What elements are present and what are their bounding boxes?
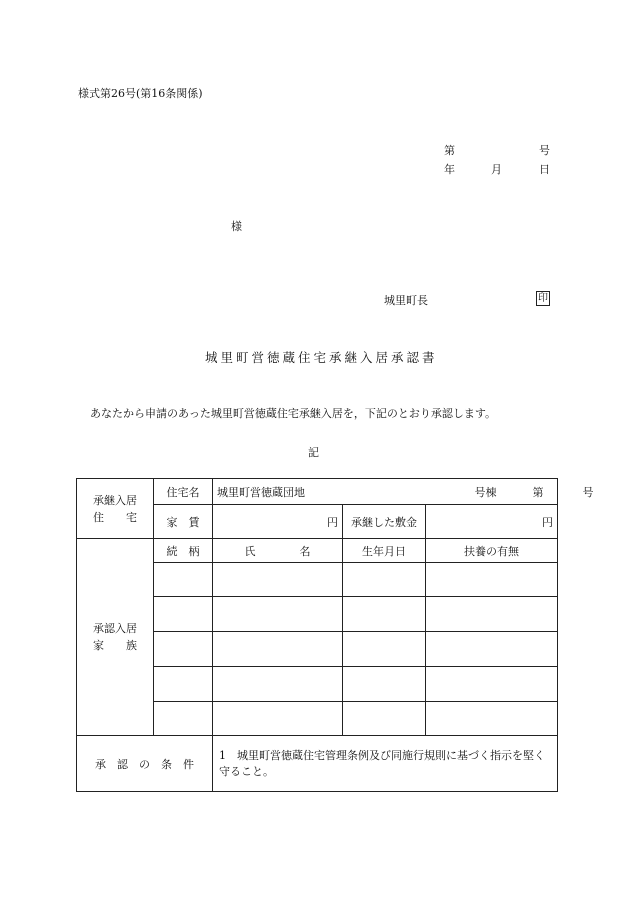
- birthdate-cell[interactable]: [343, 597, 426, 632]
- issuer-name: 城里町長: [384, 294, 428, 307]
- relation-cell[interactable]: [154, 667, 213, 702]
- deposit-field[interactable]: [426, 505, 558, 539]
- deposit-yen: 円: [542, 515, 554, 529]
- document-body: あなたから申請のあった城里町営徳蔵住宅承継入居を，下記のとおり承認します。: [90, 407, 497, 420]
- relation-cell[interactable]: [154, 632, 213, 667]
- housing-name-label: 住宅名: [154, 479, 213, 505]
- approval-table: [76, 478, 594, 792]
- table-row: [77, 736, 558, 792]
- name-cell[interactable]: [213, 702, 343, 736]
- dependent-cell[interactable]: [426, 667, 558, 702]
- dependent-cell[interactable]: [426, 563, 558, 597]
- conditions-text: 1 城里町営徳蔵住宅管理条例及び同施行規則に基づく指示を堅く守ること。: [213, 736, 558, 792]
- column-relation: 続 柄: [154, 539, 213, 563]
- housing-dai: 第: [532, 485, 544, 499]
- relation-cell[interactable]: [154, 563, 213, 597]
- number-go: 号: [539, 144, 550, 157]
- birthdate-cell[interactable]: [343, 563, 426, 597]
- table-row: [77, 479, 558, 505]
- dependent-cell[interactable]: [426, 597, 558, 632]
- dependent-cell[interactable]: [426, 632, 558, 667]
- birthdate-cell[interactable]: [343, 702, 426, 736]
- housing-name-value: 城里町営徳蔵団地: [217, 485, 305, 499]
- conditions-label: 承 認 の 条 件: [77, 736, 213, 792]
- relation-cell[interactable]: [154, 702, 213, 736]
- family-label: 承認入居 家 族: [77, 539, 154, 736]
- birthdate-cell[interactable]: [343, 632, 426, 667]
- date-month: 月: [491, 163, 502, 176]
- name-cell[interactable]: [213, 563, 343, 597]
- number-dai: 第: [444, 144, 455, 157]
- seal-stamp: 印: [538, 293, 548, 304]
- housing-label: 承継入居 住 宅: [77, 479, 154, 539]
- rent-label: 家 賃: [154, 505, 213, 539]
- addressee-sama: 様: [231, 220, 242, 233]
- name-cell[interactable]: [213, 597, 343, 632]
- column-dependent: 扶養の有無: [426, 539, 558, 563]
- ki-marker: 記: [308, 446, 319, 459]
- form-number: 様式第26号(第16条関係): [78, 87, 203, 100]
- date-year: 年: [444, 163, 455, 176]
- birthdate-cell[interactable]: [343, 667, 426, 702]
- dependent-cell[interactable]: [426, 702, 558, 736]
- deposit-label: 承継した敷金: [343, 505, 426, 539]
- date-day: 日: [539, 163, 550, 176]
- column-birthdate: 生年月日: [343, 539, 426, 563]
- document-title: 城里町営徳蔵住宅承継入居承認書: [205, 350, 438, 365]
- table-row: [77, 539, 558, 563]
- relation-cell[interactable]: [154, 597, 213, 632]
- name-cell[interactable]: [213, 667, 343, 702]
- name-cell[interactable]: [213, 632, 343, 667]
- rent-field[interactable]: [213, 505, 343, 539]
- column-name: 氏 名: [213, 539, 343, 563]
- rent-yen: 円: [327, 515, 338, 529]
- housing-name-field[interactable]: 城里町営徳蔵団地 号棟 第 号: [213, 479, 558, 505]
- building-suffix: 号棟: [474, 485, 497, 499]
